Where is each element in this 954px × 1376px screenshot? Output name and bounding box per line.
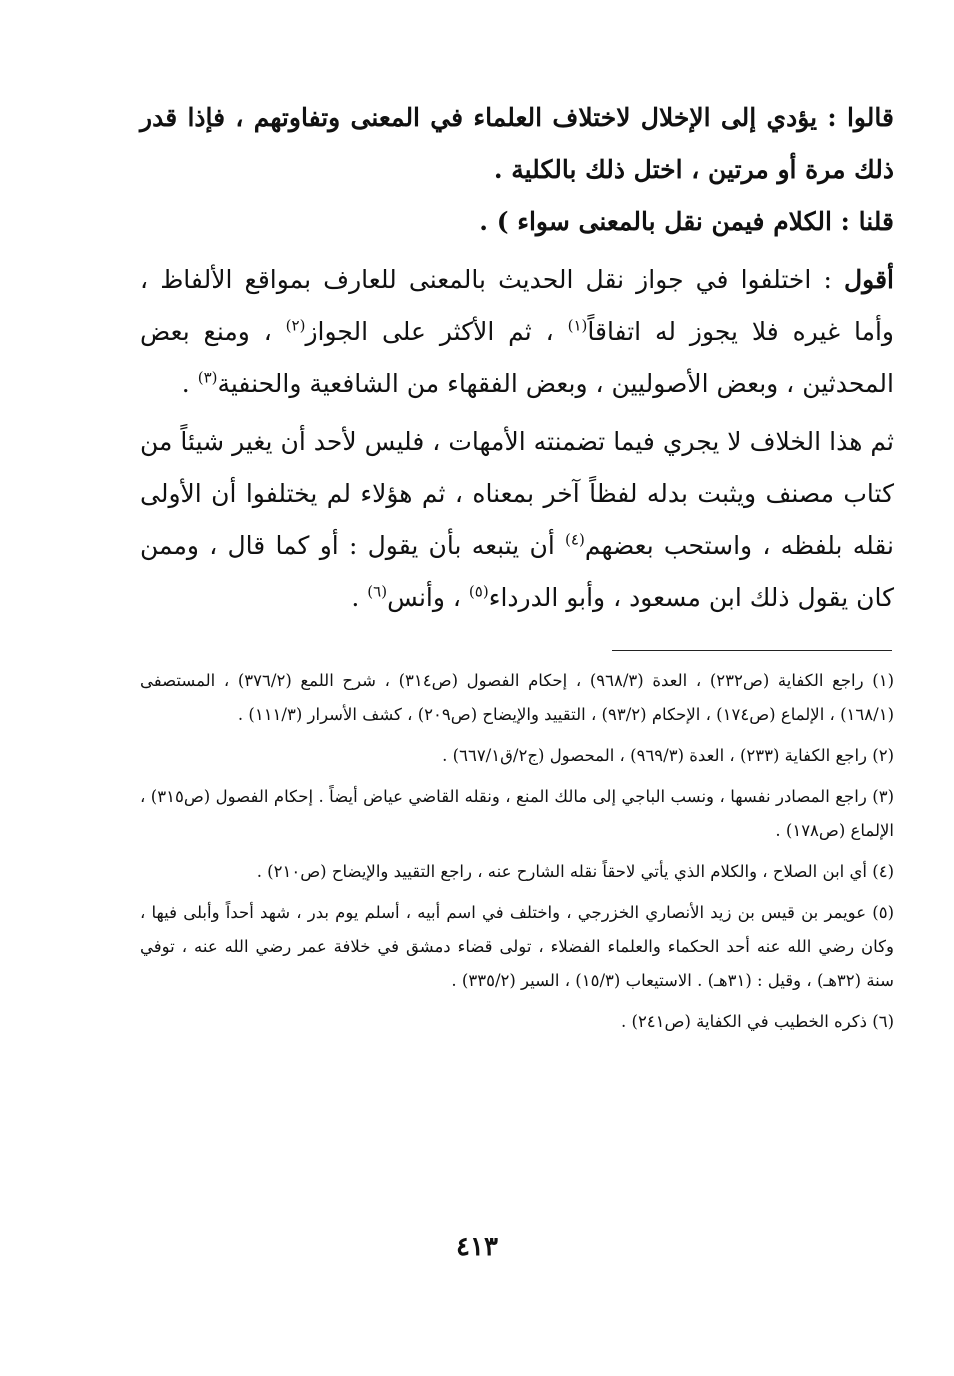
paragraph-4-text-a: ثم هذا الخلاف لا يجري فيما تضمنته الأمهات ، فليس لأحد أن يغير شيئاً من كتاب مصنف ويثبت بدله لفظاً آخر بمعناه ، ثم هؤلاء لم يختلفوا أن الأولى نقله بلفظه ، واستحب بعضهم [140,427,894,560]
paragraph-3-text-b: ، ثم الأكثر على الجواز [305,317,554,346]
footnote-5: (٥) عويمر بن قيس بن زيد الأنصاري الخزرجي ، واختلف في اسم أبيه ، أسلم يوم بدر ، شهد أحداً وأبلى فيها ، وكان رضي الله عنه أحد الحكماء والعلماء الفضلاء ، تولى قضاء دمشق في خلافة عمر رضي الله عنه ، توفي سنة (٣٢هـ) ، وقيل : (٣١هـ) . الاستيعاب (١٥/٣) ، السير (٣٣٥/٢) . [140,903,894,990]
footnotes [140,664,894,1046]
footnote-4: (٤) أي ابن الصلاح ، والكلام الذي يأتي لاحقاً نقله الشارح عنه ، راجع التقييد والإيضاح (ص٢١٠) . [256,862,894,881]
footnote-ref-1: (١) [567,316,588,335]
paragraph-1: قالوا : يؤدي إلى الإخلال لاختلاف العلماء في المعنى وتفاوتهم ، فإذا قدر ذلك مرة أو مرتين ، اختل ذلك بالكلية . [140,103,894,184]
footnote-2: (٢) راجع الكفاية (٢٣٣) ، العدة (٩٦٩/٣) ، المحصول (ج٢/ق٦٦٧/١) . [442,746,894,765]
paragraph-4-text-c: ، وأنس [387,583,461,612]
paragraph-4-text-b: أن يتبعه بأن يقول : أو كما قال ، وممن كان يقول ذلك ابن مسعود ، وأبو الدرداء [140,531,894,612]
paragraph-3-text-d: . [181,369,190,398]
page-number: ٤١٣ [456,1232,498,1262]
footnote-ref-2: (٢) [285,316,306,335]
paragraph-3 [140,254,894,410]
footnote-ref-3: (٣) [197,368,218,387]
footnote-3: (٣) راجع المصادر نفسها ، ونسب الباجي إلى مالك المنع ، ونقله القاضي عياض أيضاً . إحكام الفصول (ص٣١٥) ، الإلماع (ص١٧٨) . [140,787,894,840]
paragraph-3-text-c: ، ومنع بعض المحدثين ، وبعض الأصوليين ، وبعض الفقهاء من الشافعية والحنفية [140,317,894,398]
main-text [140,92,894,624]
paragraph-4 [140,416,894,624]
paragraph-2: قلنا : الكلام فيمن نقل بالمعنى سواء ) . [479,207,894,236]
footnote-ref-4: (٤) [565,530,585,549]
footnote-ref-5: (٥) [468,582,489,601]
footnote-ref-6: (٦) [367,582,388,601]
paragraph-3-text-a: : اختلفوا في جواز نقل الحديث بالمعنى للعارف بمواقع الألفاظ ، وأما غيره فلا يجوز له اتفاقاً [140,265,894,346]
footnote-1: (١) راجع الكفاية (ص٢٣٢) ، العدة (٩٦٨/٣) ، إحكام الفصول (ص٣١٤) ، شرح اللمع (٣٧٦/٢) ، المستصفى (١٦٨/١) ، الإلماع (ص١٧٤) ، الإحكام (٩٣/٢) ، التقييد والإيضاح (ص٢٠٩) ، كشف الأسرار (١١١/٣) . [140,671,894,724]
footnote-separator [612,650,892,651]
paragraph-3-lead: أقول [844,265,894,294]
paragraph-4-text-d: . [351,583,360,612]
footnote-6: (٦) ذكره الخطيب في الكفاية (ص٢٤١) . [621,1012,894,1031]
